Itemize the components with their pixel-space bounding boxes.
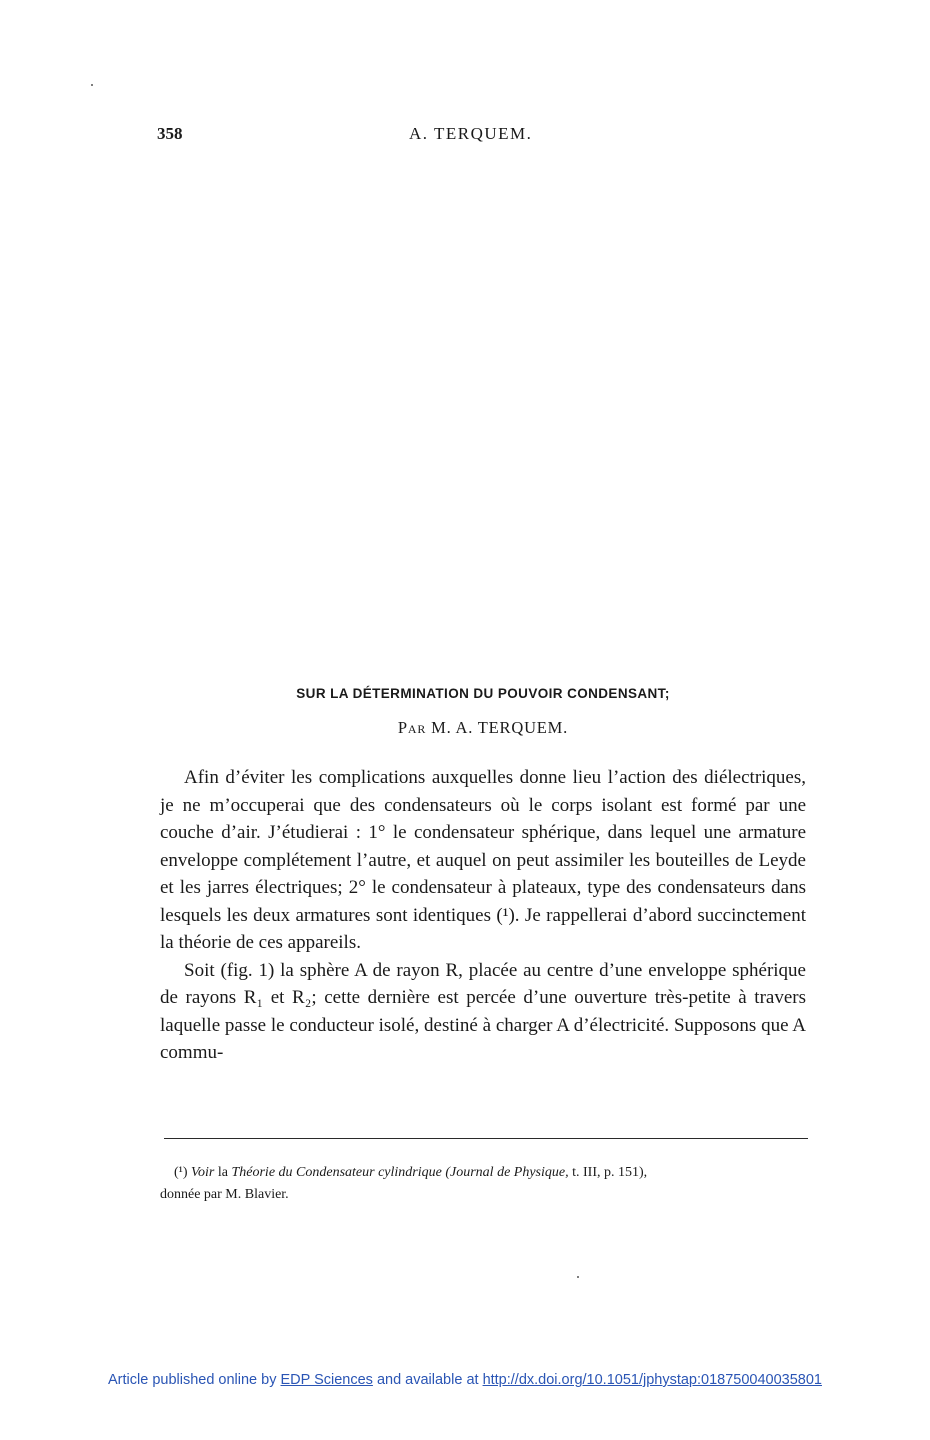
footnote-la: la xyxy=(217,1165,228,1180)
notice-prefix: Article published online by xyxy=(108,1372,277,1388)
footnote-journal: (Journal de Physique, xyxy=(445,1165,569,1180)
notice-middle: and available at xyxy=(376,1372,479,1388)
doi-link[interactable]: http://dx.doi.org/10.1051/jphystap:018750040035801 xyxy=(482,1372,822,1388)
footnote-marker: (¹) xyxy=(174,1165,188,1180)
paragraph-2: Soit (fig. 1) la sphère A de rayon R, placée au centre d’une enveloppe sphérique de rayons R₁ et R₂; cette dernière est percée d’une ouverture très-petite à travers laquelle passe le conducteur isolé, destiné à charger A d’électricité. Supposons que A commu- xyxy=(160,959,806,1063)
byline xyxy=(160,718,806,738)
publisher-link[interactable]: EDP Sciences xyxy=(280,1372,373,1388)
page-number: 358 xyxy=(157,124,183,143)
footnote-work-title: Théorie du Condensateur cylindrique xyxy=(231,1165,442,1180)
footnote-voir: Voir xyxy=(191,1165,215,1180)
article-title: SUR LA DÉTERMINATION DU POUVOIR CONDENSANT; xyxy=(296,686,670,701)
paragraph-1: Afin d’éviter les complications auxquelles donne lieu l’action des diélectriques, je ne m’occuperai que des condensateurs où le corps isolant est formé par une couche d’air. J’étudierai : 1° le condensateur sphérique, dans lequel une armature enveloppe complétement l’autre, et auquel on peut assimiler les bouteilles de Leyde et les jarres électriques; 2° le condensateur à plateaux, type des condensateurs dans lesquels les deux armatures sont identiques (¹). Je rappellerai d’abord succinctement la théorie de ces appareils. xyxy=(160,767,806,953)
page-header xyxy=(0,124,930,148)
article-body xyxy=(160,764,806,1067)
byline-author: M. A. TERQUEM. xyxy=(431,718,569,737)
publication-notice xyxy=(0,1372,930,1388)
scan-speck xyxy=(577,1276,579,1278)
running-head: A. TERQUEM. xyxy=(409,124,533,143)
scan-speck xyxy=(91,84,93,86)
footnote xyxy=(160,1162,806,1206)
footnote-rest: donnée par M. Blavier. xyxy=(160,1187,289,1202)
byline-prefix: Par xyxy=(397,718,427,737)
footnote-rule xyxy=(164,1138,808,1139)
footnote-volume: t. III, p. 151), xyxy=(572,1165,648,1180)
